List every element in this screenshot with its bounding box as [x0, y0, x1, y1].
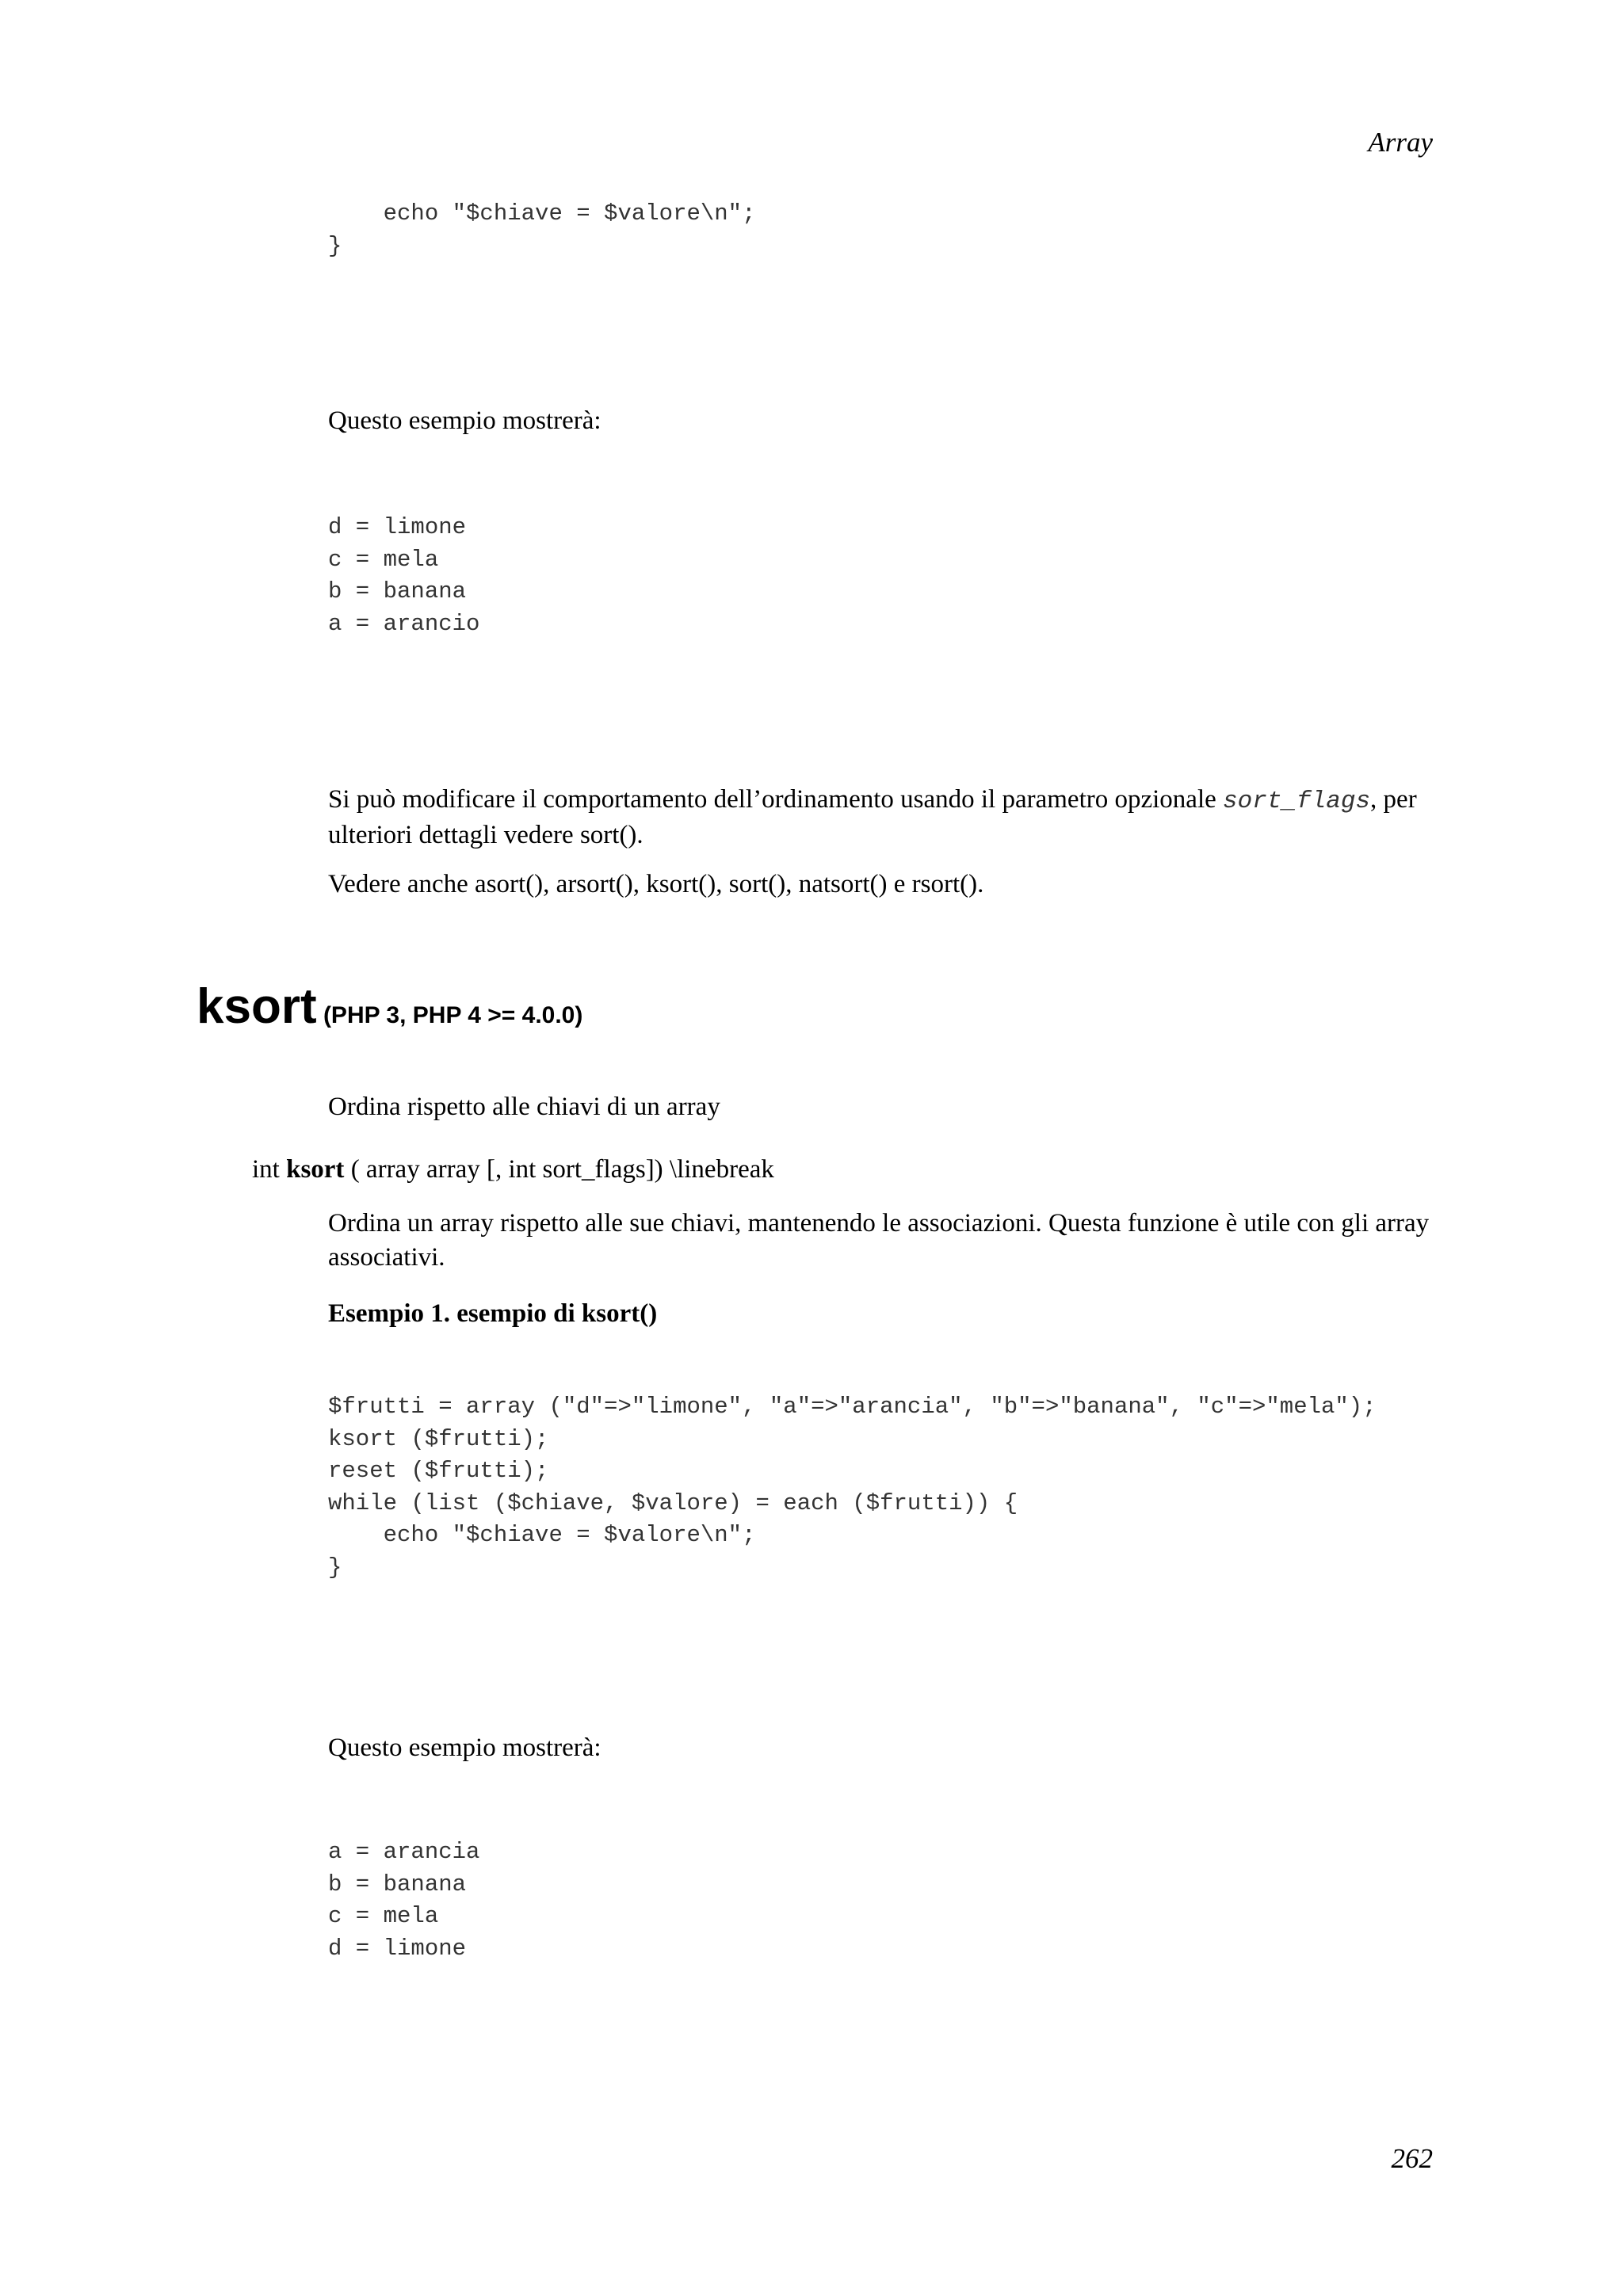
synopsis-function-name: ksort: [286, 1155, 345, 1184]
page-number: 262: [1391, 2143, 1433, 2174]
synopsis-params: ( array array [, int sort_flags]) \linebreak: [344, 1155, 774, 1184]
output-block: d = limone c = mela b = banana a = arancio: [328, 514, 480, 637]
function-synopsis: [252, 1153, 774, 1187]
running-header: Array: [1368, 127, 1433, 158]
function-description: Ordina un array rispetto alle sue chiavi, mantenendo le associazioni. Questa funzione è utile con gli array associativi.: [328, 1209, 1430, 1272]
output-label: Questo esempio mostrerà:: [328, 406, 601, 435]
paragraph-text-before: Si può modificare il comportamento dell’ordinamento usando il parametro opzionale: [328, 785, 1224, 814]
paragraph-text-after: , per ulteriori dettagli vedere sort().: [328, 785, 1417, 849]
version-info: (PHP 3, PHP 4 >= 4.0.0): [316, 1002, 583, 1028]
function-name: ksort: [197, 979, 317, 1034]
code-block-continuation: echo "$chiave = $valore\n"; }: [328, 200, 756, 259]
return-type: int: [252, 1155, 287, 1184]
output-block: a = arancia b = banana c = mela d = limone: [328, 1839, 480, 1962]
output-label: Questo esempio mostrerà:: [328, 1733, 601, 1762]
paragraph-sort-flags: [328, 783, 1438, 852]
example-code: $frutti = array ("d"=>"limone", "a"=>"arancia", "b"=>"banana", "c"=>"mela"); ksort ($frutti); reset ($frutti); while (list ($chiave, $valore) = each ($frutti)) { echo "$chiave = $valore\n"; }: [328, 1394, 1377, 1581]
example-title: Esempio 1. esempio di ksort(): [328, 1299, 658, 1328]
section-heading: [197, 978, 582, 1035]
see-also: Vedere anche asort(), arsort(), ksort(), sort(), natsort() e rsort().: [328, 870, 984, 898]
parameter-name: sort_flags: [1223, 788, 1371, 815]
function-purpose: Ordina rispetto alle chiavi di un array: [328, 1093, 720, 1121]
